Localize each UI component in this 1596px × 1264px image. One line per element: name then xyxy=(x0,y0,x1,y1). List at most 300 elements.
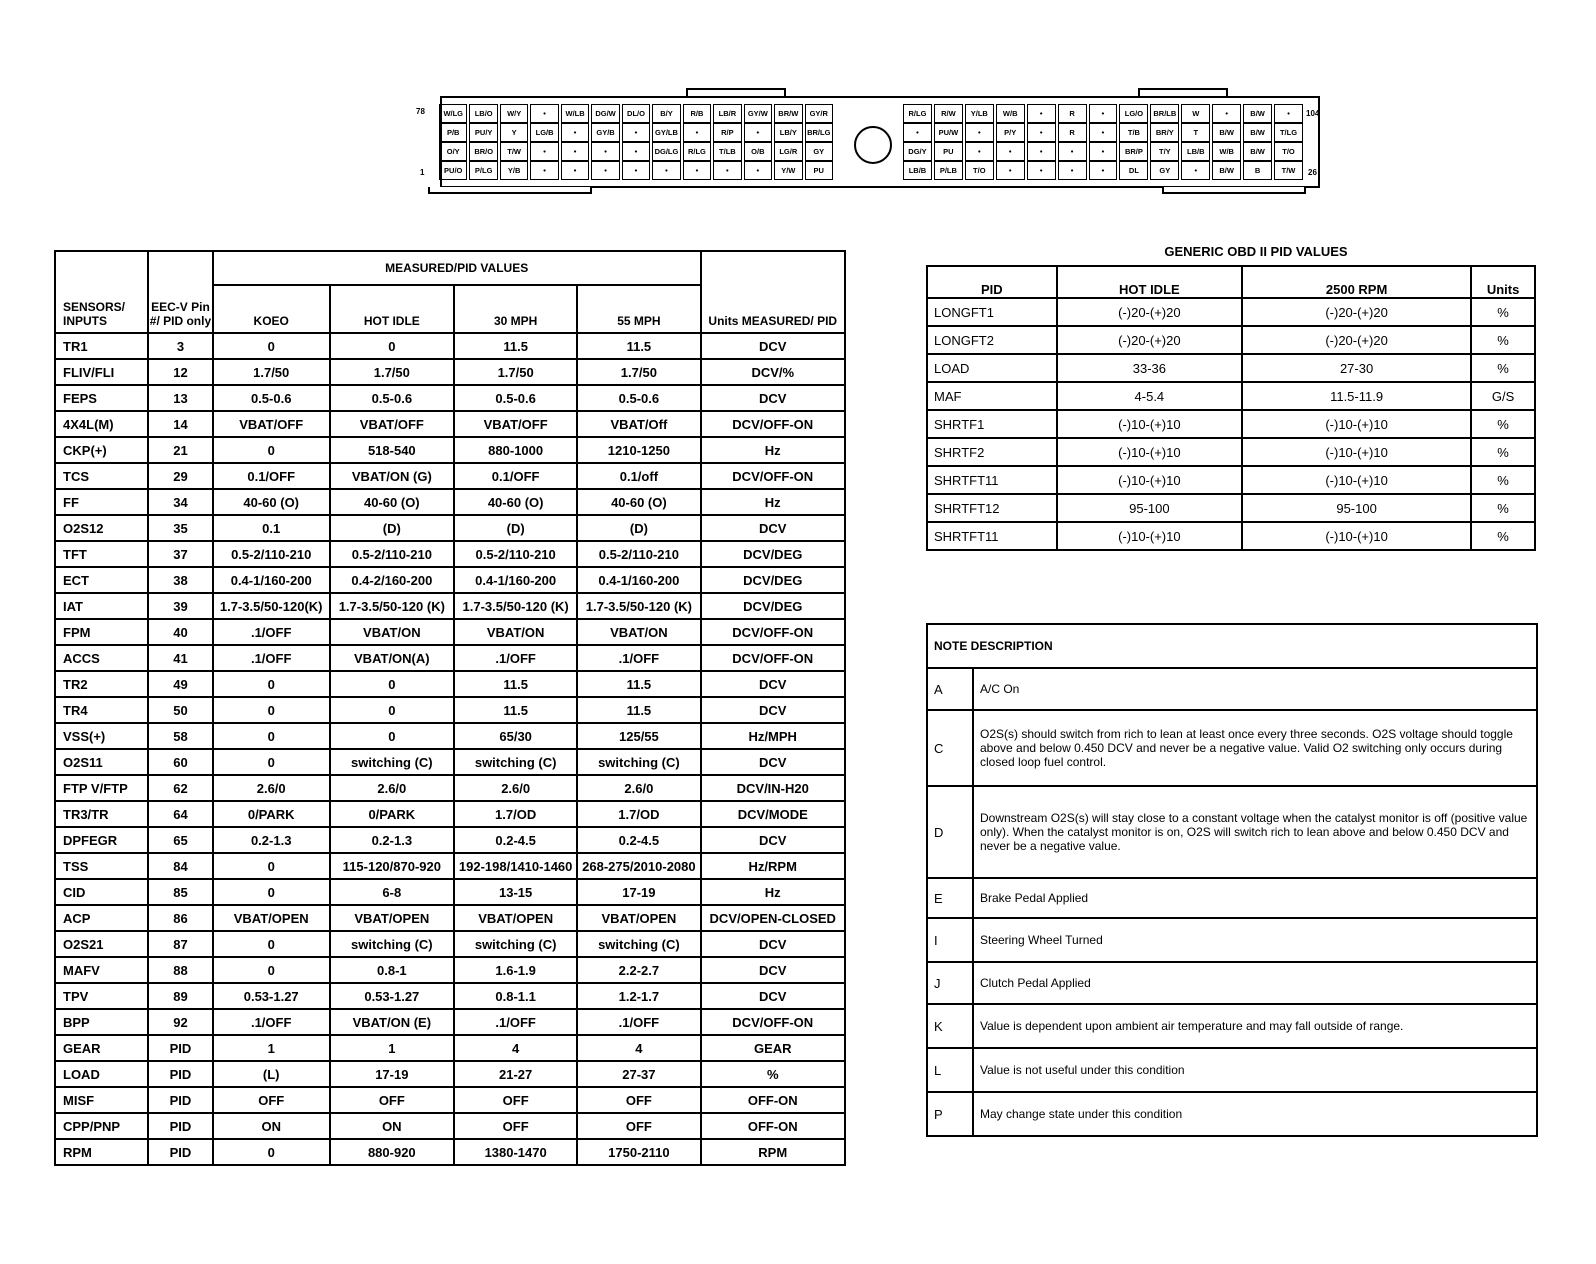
right-pin: B/W xyxy=(1243,123,1272,142)
right-pin: R xyxy=(1058,123,1087,142)
pin-label-1: 1 xyxy=(420,168,425,177)
table-cell: 14 xyxy=(148,411,213,437)
table-cell: 1.7/OD xyxy=(454,801,577,827)
table-cell: TPV xyxy=(55,983,148,1009)
left-pin: P/LG xyxy=(469,161,497,180)
table-cell: 21 xyxy=(148,437,213,463)
left-pin: O/Y xyxy=(439,142,467,161)
obd-cell: MAF xyxy=(927,382,1057,410)
right-pin: W/B xyxy=(996,104,1025,123)
table-cell: 0.1 xyxy=(213,515,330,541)
table-cell: DCV xyxy=(701,333,846,359)
table-cell: % xyxy=(701,1061,846,1087)
note-row xyxy=(927,918,1537,962)
obd-header-pid: PID xyxy=(927,266,1057,298)
right-pin: PU xyxy=(934,142,963,161)
table-cell: Hz xyxy=(701,489,846,515)
table-cell: BPP xyxy=(55,1009,148,1035)
left-pin: W/Y xyxy=(500,104,528,123)
table-cell: OFF xyxy=(577,1113,700,1139)
table-cell: MISF xyxy=(55,1087,148,1113)
table-cell: ON xyxy=(213,1113,330,1139)
right-pin: • xyxy=(1058,161,1087,180)
table-cell: 0 xyxy=(213,879,330,905)
left-pin: • xyxy=(561,161,589,180)
table-cell: 0.2-4.5 xyxy=(454,827,577,853)
left-pin: Y/B xyxy=(500,161,528,180)
table-cell: VBAT/ON xyxy=(454,619,577,645)
table-row xyxy=(55,541,845,567)
right-pin: DL xyxy=(1119,161,1148,180)
obd-cell: SHRTFT11 xyxy=(927,522,1057,550)
table-cell: OFF xyxy=(454,1113,577,1139)
left-pin: • xyxy=(622,142,650,161)
right-pin: B/W xyxy=(1212,161,1241,180)
note-key: A xyxy=(927,668,973,710)
connector-foot-left xyxy=(428,187,592,194)
left-pin: • xyxy=(713,161,741,180)
left-pin: T/W xyxy=(500,142,528,161)
left-pin: LB/Y xyxy=(774,123,802,142)
table-cell: DCV xyxy=(701,697,846,723)
table-row xyxy=(55,619,845,645)
table-cell: 1 xyxy=(330,1035,454,1061)
table-cell: 0 xyxy=(213,671,330,697)
table-cell: 0.4-1/160-200 xyxy=(577,567,700,593)
right-pin: P/Y xyxy=(996,123,1025,142)
table-cell: O2S21 xyxy=(55,931,148,957)
table-cell: 125/55 xyxy=(577,723,700,749)
table-cell: 518-540 xyxy=(330,437,454,463)
table-row xyxy=(55,515,845,541)
right-pin: • xyxy=(1027,104,1056,123)
table-row xyxy=(55,1113,845,1139)
table-cell: 2.6/0 xyxy=(330,775,454,801)
right-pin: • xyxy=(1058,142,1087,161)
table-cell: 0.53-1.27 xyxy=(330,983,454,1009)
table-cell: VBAT/OPEN xyxy=(330,905,454,931)
left-pin: W/LB xyxy=(561,104,589,123)
table-cell: FTP V/FTP xyxy=(55,775,148,801)
table-cell: Hz xyxy=(701,437,846,463)
table-cell: 0.2-1.3 xyxy=(330,827,454,853)
left-pin: Y/W xyxy=(774,161,802,180)
table-cell: Hz xyxy=(701,879,846,905)
table-cell: VBAT/OFF xyxy=(454,411,577,437)
obd-cell: (-)20-(+)20 xyxy=(1057,326,1242,354)
table-cell: VBAT/ON (E) xyxy=(330,1009,454,1035)
table-cell: DCV xyxy=(701,827,846,853)
table-row xyxy=(55,567,845,593)
table-cell: 11.5 xyxy=(454,333,577,359)
table-cell: 0 xyxy=(213,1139,330,1165)
table-cell: 35 xyxy=(148,515,213,541)
note-description: May change state under this condition xyxy=(973,1092,1537,1136)
table-cell: VBAT/ON xyxy=(330,619,454,645)
table-cell: 88 xyxy=(148,957,213,983)
table-cell: CPP/PNP xyxy=(55,1113,148,1139)
table-row xyxy=(55,671,845,697)
header-koeo: KOEO xyxy=(213,285,330,333)
table-cell: switching (C) xyxy=(330,931,454,957)
table-cell: 2.6/0 xyxy=(577,775,700,801)
right-pin: GY xyxy=(1150,161,1179,180)
right-pin: • xyxy=(996,142,1025,161)
note-description: Steering Wheel Turned xyxy=(973,918,1537,962)
right-pin: P/LB xyxy=(934,161,963,180)
left-pin: BR/LG xyxy=(805,123,833,142)
table-cell: 41 xyxy=(148,645,213,671)
table-cell: DCV/MODE xyxy=(701,801,846,827)
obd-row xyxy=(927,298,1535,326)
table-cell: GEAR xyxy=(55,1035,148,1061)
table-cell: 0.1/OFF xyxy=(454,463,577,489)
table-cell: 11.5 xyxy=(454,671,577,697)
table-cell: TR1 xyxy=(55,333,148,359)
table-row xyxy=(55,463,845,489)
table-cell: 0/PARK xyxy=(330,801,454,827)
table-cell: 0 xyxy=(330,723,454,749)
header-hot-idle: HOT IDLE xyxy=(330,285,454,333)
right-pin: • xyxy=(1027,123,1056,142)
right-pin: B/W xyxy=(1212,123,1241,142)
header-55-mph: 55 MPH xyxy=(577,285,700,333)
table-row xyxy=(55,1061,845,1087)
table-cell: 1750-2110 xyxy=(577,1139,700,1165)
eec-connector-diagram xyxy=(416,86,1328,201)
table-cell: 2.6/0 xyxy=(454,775,577,801)
note-key: J xyxy=(927,962,973,1004)
pin-label-78: 78 xyxy=(416,107,425,116)
table-cell: DCV xyxy=(701,385,846,411)
obd-row xyxy=(927,410,1535,438)
table-cell: FF xyxy=(55,489,148,515)
note-row xyxy=(927,668,1537,710)
table-cell: .1/OFF xyxy=(577,1009,700,1035)
table-cell: OFF xyxy=(454,1087,577,1113)
left-pin: • xyxy=(591,161,619,180)
note-row xyxy=(927,1092,1537,1136)
table-cell: 2.2-2.7 xyxy=(577,957,700,983)
table-cell: 0 xyxy=(213,957,330,983)
table-cell: 0.5-2/110-210 xyxy=(577,541,700,567)
pin-label-104: 104 xyxy=(1306,109,1320,118)
table-cell: 1.7-3.5/50-120 (K) xyxy=(577,593,700,619)
table-cell: 0.5-2/110-210 xyxy=(330,541,454,567)
table-cell: O2S11 xyxy=(55,749,148,775)
note-description: O2S(s) should switch from rich to lean at least once every three seconds. O2S voltage should toggle above and below 0.450 DCV and never be a negative value. Valid O2 switching only occurs during closed loop fuel control. xyxy=(973,710,1537,786)
right-pin: T/B xyxy=(1119,123,1148,142)
table-cell: DCV xyxy=(701,515,846,541)
table-cell: 0.5-0.6 xyxy=(577,385,700,411)
table-row xyxy=(55,697,845,723)
obd-cell: (-)10-(+)10 xyxy=(1057,522,1242,550)
table-cell: TR4 xyxy=(55,697,148,723)
table-cell: CKP(+) xyxy=(55,437,148,463)
table-cell: DCV xyxy=(701,749,846,775)
table-cell: switching (C) xyxy=(577,931,700,957)
table-cell: ECT xyxy=(55,567,148,593)
table-cell: PID xyxy=(148,1061,213,1087)
obd-cell: (-)10-(+)10 xyxy=(1242,410,1471,438)
table-cell: 58 xyxy=(148,723,213,749)
note-key: I xyxy=(927,918,973,962)
obd-cell: (-)20-(+)20 xyxy=(1242,298,1471,326)
table-cell: CID xyxy=(55,879,148,905)
table-cell: DCV/DEG xyxy=(701,541,846,567)
table-cell: DCV xyxy=(701,671,846,697)
left-pin: LG/R xyxy=(774,142,802,161)
table-cell: 1.2-1.7 xyxy=(577,983,700,1009)
left-pin: DG/W xyxy=(591,104,619,123)
table-cell: 0.5-0.6 xyxy=(454,385,577,411)
note-key: L xyxy=(927,1048,973,1092)
table-cell: 0 xyxy=(213,437,330,463)
right-pin: B/W xyxy=(1243,142,1272,161)
table-cell: 0.2-1.3 xyxy=(213,827,330,853)
table-cell: 0.4-1/160-200 xyxy=(454,567,577,593)
table-row xyxy=(55,879,845,905)
obd-cell: % xyxy=(1471,354,1535,382)
obd-header-hot-idle: HOT IDLE xyxy=(1057,266,1242,298)
notes-table xyxy=(926,623,1538,1137)
table-cell: 1.7/OD xyxy=(577,801,700,827)
table-cell: 13-15 xyxy=(454,879,577,905)
table-cell: 38 xyxy=(148,567,213,593)
table-cell: DCV/DEG xyxy=(701,593,846,619)
table-cell: DCV/OPEN-CLOSED xyxy=(701,905,846,931)
obd-cell: (-)10-(+)10 xyxy=(1242,438,1471,466)
header-units: Units MEASURED/ PID xyxy=(701,251,846,333)
table-cell: DCV/OFF-ON xyxy=(701,1009,846,1035)
obd-cell: SHRTF2 xyxy=(927,438,1057,466)
table-cell: 192-198/1410-1460 xyxy=(454,853,577,879)
obd-cell: (-)20-(+)20 xyxy=(1242,326,1471,354)
table-cell: 13 xyxy=(148,385,213,411)
table-cell: .1/OFF xyxy=(213,645,330,671)
table-cell: 0 xyxy=(213,853,330,879)
obd-row xyxy=(927,354,1535,382)
note-key: K xyxy=(927,1004,973,1048)
table-row xyxy=(55,411,845,437)
table-cell: 1.7-3.5/50-120(K) xyxy=(213,593,330,619)
right-pin: • xyxy=(1089,104,1118,123)
table-cell: (D) xyxy=(330,515,454,541)
right-pin: T/Y xyxy=(1150,142,1179,161)
table-cell: O2S12 xyxy=(55,515,148,541)
table-row xyxy=(55,385,845,411)
table-row xyxy=(55,827,845,853)
table-cell: PID xyxy=(148,1139,213,1165)
table-cell: .1/OFF xyxy=(454,645,577,671)
right-pin: T/W xyxy=(1274,161,1303,180)
table-row xyxy=(55,853,845,879)
table-cell: 1.7/50 xyxy=(454,359,577,385)
left-pin: GY/B xyxy=(591,123,619,142)
table-cell: 49 xyxy=(148,671,213,697)
table-row xyxy=(55,645,845,671)
obd-row xyxy=(927,382,1535,410)
right-pin: BR/P xyxy=(1119,142,1148,161)
table-row xyxy=(55,437,845,463)
table-row xyxy=(55,593,845,619)
table-cell: 29 xyxy=(148,463,213,489)
table-cell: 84 xyxy=(148,853,213,879)
table-cell: 1.6-1.9 xyxy=(454,957,577,983)
table-cell: 6-8 xyxy=(330,879,454,905)
table-cell: 0.8-1 xyxy=(330,957,454,983)
table-cell: VBAT/ON(A) xyxy=(330,645,454,671)
table-cell: VBAT/OPEN xyxy=(577,905,700,931)
table-cell: 1.7-3.5/50-120 (K) xyxy=(454,593,577,619)
obd-row xyxy=(927,326,1535,354)
table-cell: 64 xyxy=(148,801,213,827)
right-pin: R xyxy=(1058,104,1087,123)
obd-table-title: GENERIC OBD II PID VALUES xyxy=(1164,244,1348,259)
table-cell: PID xyxy=(148,1113,213,1139)
right-pin: BR/LB xyxy=(1150,104,1179,123)
table-cell: DCV/OFF-ON xyxy=(701,463,846,489)
left-pin: • xyxy=(622,161,650,180)
table-cell: switching (C) xyxy=(454,749,577,775)
table-cell: VBAT/OPEN xyxy=(454,905,577,931)
table-cell: TR2 xyxy=(55,671,148,697)
left-pin: PU xyxy=(805,161,833,180)
table-cell: 268-275/2010-2080 xyxy=(577,853,700,879)
right-pin: T xyxy=(1181,123,1210,142)
table-cell: 40 xyxy=(148,619,213,645)
right-pin: Y/LB xyxy=(965,104,994,123)
table-cell: FPM xyxy=(55,619,148,645)
note-row xyxy=(927,710,1537,786)
table-cell: 0 xyxy=(213,333,330,359)
note-description: Value is dependent upon ambient air temperature and may fall outside of range. xyxy=(973,1004,1537,1048)
left-pin: BR/O xyxy=(469,142,497,161)
left-pin: DG/LG xyxy=(652,142,680,161)
left-pin: • xyxy=(744,123,772,142)
table-cell: 0/PARK xyxy=(213,801,330,827)
obd-cell: % xyxy=(1471,522,1535,550)
left-pin: PU/O xyxy=(439,161,467,180)
table-cell: 0 xyxy=(213,931,330,957)
generic-obd2-pid-table xyxy=(926,265,1536,551)
table-cell: 27-37 xyxy=(577,1061,700,1087)
note-row xyxy=(927,1004,1537,1048)
obd-cell: % xyxy=(1471,494,1535,522)
table-cell: FEPS xyxy=(55,385,148,411)
table-cell: 12 xyxy=(148,359,213,385)
table-cell: 37 xyxy=(148,541,213,567)
table-cell: TFT xyxy=(55,541,148,567)
connector-latch-right xyxy=(1138,88,1228,96)
table-cell: 0.4-2/160-200 xyxy=(330,567,454,593)
obd-cell: 11.5-11.9 xyxy=(1242,382,1471,410)
table-cell: 0.1/off xyxy=(577,463,700,489)
obd-cell: (-)10-(+)10 xyxy=(1057,438,1242,466)
right-pin: W/B xyxy=(1212,142,1241,161)
table-cell: 17-19 xyxy=(577,879,700,905)
table-cell: 11.5 xyxy=(577,697,700,723)
obd-cell: % xyxy=(1471,326,1535,354)
table-cell: PID xyxy=(148,1035,213,1061)
table-cell: (D) xyxy=(454,515,577,541)
table-cell: 65/30 xyxy=(454,723,577,749)
obd-cell: G/S xyxy=(1471,382,1535,410)
table-cell: 880-920 xyxy=(330,1139,454,1165)
table-row xyxy=(55,489,845,515)
table-cell: OFF xyxy=(330,1087,454,1113)
left-pin: GY/LB xyxy=(652,123,680,142)
header-sensors-inputs: SENSORS/ INPUTS xyxy=(55,251,148,333)
right-pin: • xyxy=(996,161,1025,180)
right-pin: • xyxy=(1212,104,1241,123)
left-pin: • xyxy=(530,104,558,123)
table-cell: 62 xyxy=(148,775,213,801)
connector-latch-left xyxy=(686,88,786,96)
right-pin: • xyxy=(1089,161,1118,180)
table-cell: RPM xyxy=(701,1139,846,1165)
right-pin: • xyxy=(965,142,994,161)
table-row xyxy=(55,359,845,385)
table-cell: 1.7-3.5/50-120 (K) xyxy=(330,593,454,619)
obd-row xyxy=(927,522,1535,550)
left-pin: LB/R xyxy=(713,104,741,123)
note-row xyxy=(927,878,1537,918)
table-cell: VBAT/OPEN xyxy=(213,905,330,931)
obd-cell: 27-30 xyxy=(1242,354,1471,382)
right-pin: • xyxy=(903,123,932,142)
table-cell: 0.5-2/110-210 xyxy=(213,541,330,567)
right-pin: W xyxy=(1181,104,1210,123)
table-cell: (D) xyxy=(577,515,700,541)
table-row xyxy=(55,931,845,957)
table-cell: 11.5 xyxy=(454,697,577,723)
table-cell: 0 xyxy=(213,723,330,749)
table-cell: LOAD xyxy=(55,1061,148,1087)
obd-cell: 4-5.4 xyxy=(1057,382,1242,410)
table-cell: Hz/RPM xyxy=(701,853,846,879)
table-cell: OFF-ON xyxy=(701,1113,846,1139)
table-cell: ACCS xyxy=(55,645,148,671)
table-cell: 1.7/50 xyxy=(577,359,700,385)
table-cell: 40-60 (O) xyxy=(330,489,454,515)
pin-label-26: 26 xyxy=(1308,168,1317,177)
obd-cell: % xyxy=(1471,466,1535,494)
left-pin: • xyxy=(591,142,619,161)
table-cell: switching (C) xyxy=(330,749,454,775)
right-pin: T/O xyxy=(1274,142,1303,161)
note-row xyxy=(927,962,1537,1004)
obd-cell: SHRTFT12 xyxy=(927,494,1057,522)
connector-foot-right xyxy=(1162,187,1306,194)
obd-cell: % xyxy=(1471,298,1535,326)
obd-cell: LONGFT1 xyxy=(927,298,1057,326)
table-row xyxy=(55,1009,845,1035)
table-cell: DPFEGR xyxy=(55,827,148,853)
obd-row xyxy=(927,466,1535,494)
right-pin: LG/O xyxy=(1119,104,1148,123)
table-cell: 0.5-0.6 xyxy=(213,385,330,411)
table-cell: VBAT/Off xyxy=(577,411,700,437)
obd-header-2500-rpm: 2500 RPM xyxy=(1242,266,1471,298)
left-pin: • xyxy=(530,142,558,161)
left-pin: GY xyxy=(805,142,833,161)
left-pin: • xyxy=(561,142,589,161)
left-pin: O/B xyxy=(744,142,772,161)
table-cell: .1/OFF xyxy=(577,645,700,671)
right-pin: • xyxy=(1089,142,1118,161)
table-cell: TR3/TR xyxy=(55,801,148,827)
